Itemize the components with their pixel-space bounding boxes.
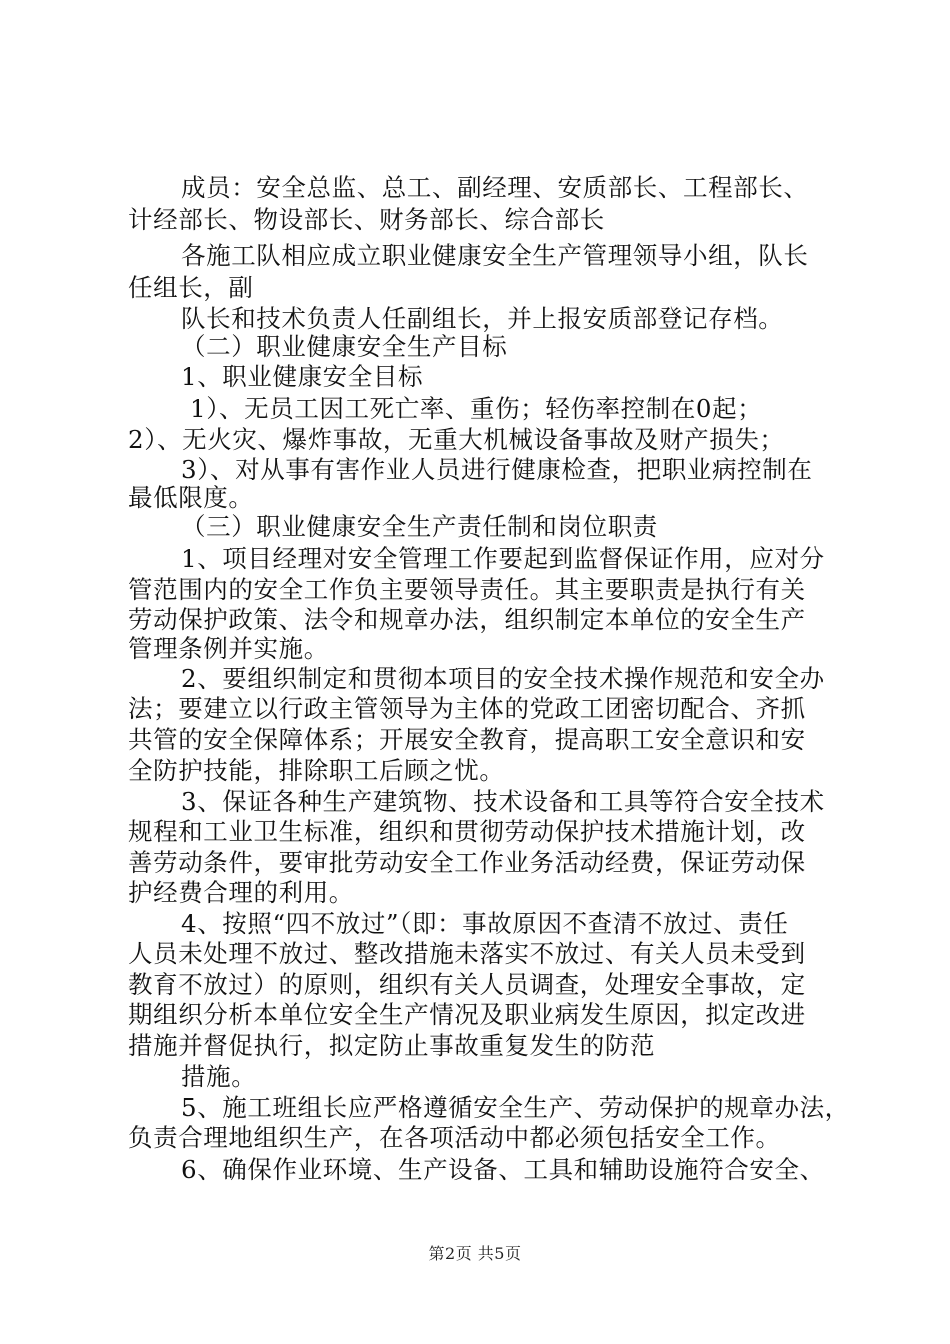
text-line: （二）职业健康安全生产目标 bbox=[181, 332, 508, 361]
text-line: 4、按照“四不放过”（即：事故原因不查清不放过、责任 bbox=[181, 909, 789, 938]
text-line: 任组长，副 bbox=[128, 273, 254, 302]
text-line: 1、职业健康安全目标 bbox=[181, 362, 424, 391]
text-line: 成员：安全总监、总工、副经理、安质部长、工程部长、 bbox=[181, 173, 809, 202]
text-line: 管范围内的安全工作负主要领导责任。其主要职责是执行有关 bbox=[128, 575, 806, 604]
text-line: 劳动保护政策、法令和规章办法，组织制定本单位的安全生产 bbox=[128, 605, 806, 634]
text-line: 共管的安全保障体系；开展安全教育，提高职工安全意识和安 bbox=[128, 725, 806, 754]
text-line: 全防护技能，排除职工后顾之忧。 bbox=[128, 756, 505, 785]
text-line: 管理条例并实施。 bbox=[128, 634, 329, 663]
text-line: 计经部长、物设部长、财务部长、综合部长 bbox=[128, 205, 605, 234]
text-line: 规程和工业卫生标准，组织和贯彻劳动保护技术措施计划，改 bbox=[128, 817, 806, 846]
text-line: 3）、对从事有害作业人员进行健康检查，把职业病控制在 bbox=[181, 455, 813, 484]
text-line: 措施并督促执行，拟定防止事故重复发生的防范 bbox=[128, 1031, 656, 1060]
text-line: （三）职业健康安全生产责任制和岗位职责 bbox=[181, 512, 658, 541]
text-line: 期组织分析本单位安全生产情况及职业病发生原因，拟定改进 bbox=[128, 1000, 806, 1029]
page-number-footer: 第2页 共5页 bbox=[428, 1244, 522, 1263]
text-line: 队长和技术负责人任副组长，并上报安质部登记存档。 bbox=[181, 304, 784, 333]
text-line: 2）、无火灾、爆炸事故，无重大机械设备事故及财产损失； bbox=[128, 425, 785, 454]
text-line: 护经费合理的利用。 bbox=[128, 878, 354, 907]
text-line: 各施工队相应成立职业健康安全生产管理领导小组，队长 bbox=[181, 241, 809, 270]
text-line: 5、施工班组长应严格遵循安全生产、劳动保护的规章办法， bbox=[181, 1093, 850, 1122]
text-line: 2、要组织制定和贯彻本项目的安全技术操作规范和安全办 bbox=[181, 664, 825, 693]
text-line: 1）、无员工因工死亡率、重伤；轻伤率控制在0起； bbox=[190, 394, 763, 423]
text-line: 6、确保作业环境、生产设备、工具和辅助设施符合安全、 bbox=[181, 1155, 825, 1184]
text-line: 善劳动条件，要审批劳动安全工作业务活动经费，保证劳动保 bbox=[128, 848, 806, 877]
text-line: 法；要建立以行政主管领导为主体的党政工团密切配合、齐抓 bbox=[128, 694, 806, 723]
text-line: 措施。 bbox=[181, 1062, 257, 1091]
text-line: 教育不放过）的原则，组织有关人员调查，处理安全事故，定 bbox=[128, 970, 806, 999]
text-line: 负责合理地组织生产，在各项活动中都必须包括安全工作。 bbox=[128, 1123, 781, 1152]
text-line: 1、项目经理对安全管理工作要起到监督保证作用，应对分 bbox=[181, 544, 825, 573]
text-line: 3、保证各种生产建筑物、技术设备和工具等符合安全技术 bbox=[181, 787, 825, 816]
text-line: 最低限度。 bbox=[128, 483, 254, 512]
text-line: 人员未处理不放过、整改措施未落实不放过、有关人员未受到 bbox=[128, 939, 806, 968]
